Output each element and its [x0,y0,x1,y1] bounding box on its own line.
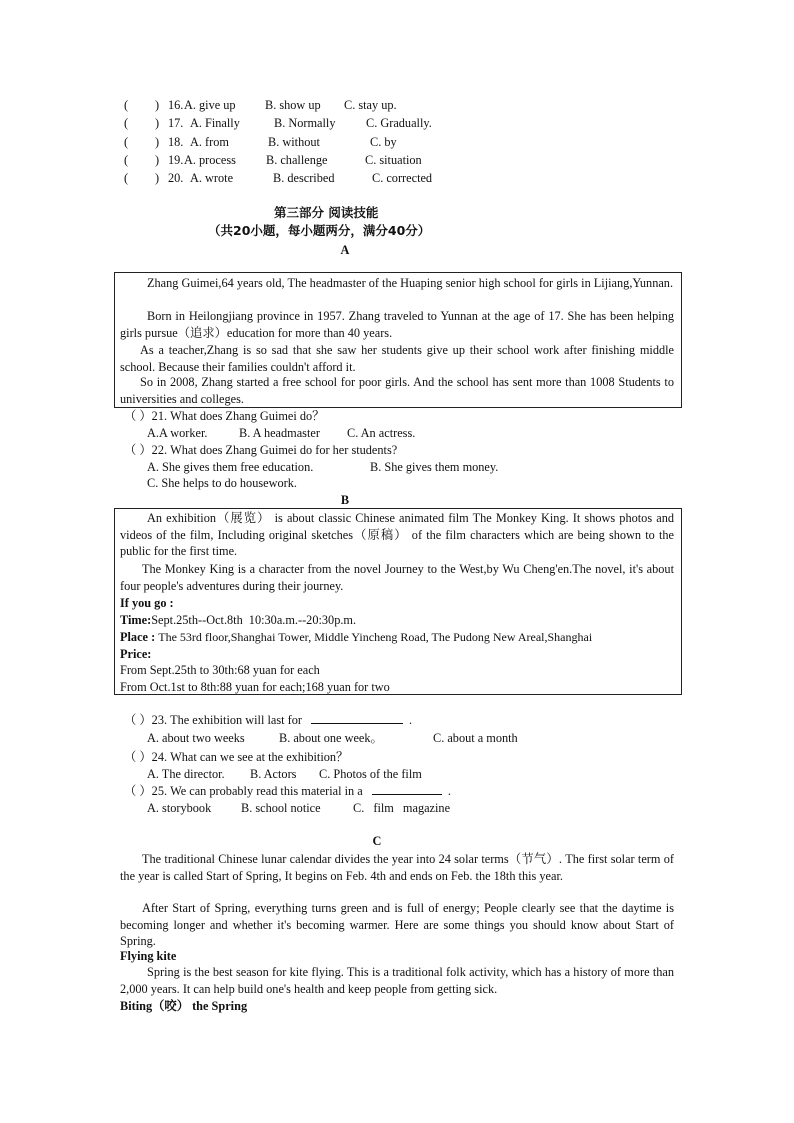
question-22-option-c: C. She helps to do housework. [147,476,297,490]
cloze-line: ( ) 16. A. give up B. show up C. stay up. [124,98,397,112]
passage-a-label: A [340,243,350,257]
if-you-go-heading: If you go : [120,596,174,610]
question-23-option-c: C. about a month [433,731,518,745]
price-label: Price: [120,647,152,661]
question-21-stem: （ ）21. What does Zhang Guimei do？ [124,409,325,423]
question-25-stem: （ ）25. We can probably read this material in a . [124,784,451,798]
option-c: C. corrected [372,171,433,185]
option-c: C. Gradually. [366,116,432,130]
option-b: B. described [273,171,335,185]
option-b: B. challenge [266,153,328,167]
question-number: 19. [168,153,184,167]
flying-kite-heading: Flying kite [120,949,177,963]
option-a: A. give up [184,98,236,112]
option-b: B. Normally [274,116,336,130]
question-24-stem: （ ）24. What can we see at the exhibition？ [124,750,349,764]
cloze-line: ( ) 19. A. process B. challenge C. situation [124,153,422,167]
passage-a-paragraph: Zhang Guimei,64 years old, The headmaster of the Huaping senior high school for girls in Lijiang,Yunnan. [147,276,674,290]
time-value: Sept.25th--Oct.8th 10:30a.m.--20:30p.m. [151,613,357,627]
question-22-option-b: B. She gives them money. [370,460,499,474]
answer-bracket: ( [124,135,129,149]
option-a: A. process [184,153,236,167]
question-25-option-a: A. storybook [147,801,212,815]
passage-a-paragraph: So in 2008, Zhang started a free school for poor girls. And the school has sent more than 1008 Students to universities and colleges. [120,375,674,406]
answer-blank [311,712,403,724]
question-22-stem: （ ）22. What does Zhang Guimei do for her students? [124,443,398,457]
question-24-option-c: C. Photos of the film [319,767,422,781]
option-a: A. wrote [190,171,234,185]
time-row [120,612,356,629]
passage-b-paragraph: The Monkey King is a character from the novel Journey to the West,by Wu Cheng'en.The novel, it's about four people's adventures during their journey. [120,562,674,593]
question-number: 18. [168,135,184,149]
cloze-line: ( ) 20. A. wrote B. described C. corrected [124,171,433,185]
biting-spring-heading: Biting（咬） the Spring [120,999,248,1013]
question-number: 16. [168,98,184,112]
option-a: A. from [190,135,229,149]
passage-b-paragraph: An exhibition（展览） is about classic Chinese animated film The Monkey King. It shows photos and videos of the film, Including original sketches（原稿） of the film characters which are being shown to the public for the first time. [120,511,674,559]
question-number: 17. [168,116,184,130]
passage-a-paragraph: Born in Heilongjiang province in 1957. Zhang traveled to Yunnan at the age of 17. She has been helping girls pursue（追求）education for more than 40 years. [120,309,674,340]
answer-bracket: ( [124,171,129,185]
question-21-option-a: A.A worker. [147,426,208,440]
place-value: The 53rd floor,Shanghai Tower, Middle Yincheng Road, The Pudong New Areal,Shanghai [158,630,593,644]
question-25-option-c: C. film magazine [353,801,451,815]
question-24-option-b: B. Actors [250,767,297,781]
question-25-option-b: B. school notice [241,801,321,815]
passage-c-paragraph: The traditional Chinese lunar calendar divides the year into 24 solar terms（节气）. The first solar term of the year is called Start of Spring, It begins on Feb. 4th and ends on Feb. the 18th this year. [120,852,674,883]
answer-blank [372,783,442,795]
passage-c-label: C [372,834,382,848]
option-c: C. by [370,135,397,149]
time-label: Time: [120,613,152,627]
passage-c-paragraph: After Start of Spring, everything turns green and is full of energy; People clearly see that the daytime is becoming longer and whether it's becoming warmer. Here are some things you should know about Start of Spring. [120,901,674,949]
question-24-option-a: A. The director. [147,767,225,781]
option-c: C. stay up. [344,98,397,112]
passage-a-paragraph: As a teacher,Zhang is so sad that she saw her students give up their school work after finishing middle school. Because their families couldn't afford it. [120,343,674,374]
cloze-line: ( ) 17. A. Finally B. Normally C. Gradually. [124,116,432,130]
option-b: B. without [268,135,320,149]
question-23-option-a: A. about two weeks [147,731,245,745]
question-21-option-c: C. An actress. [347,426,416,440]
answer-bracket: ( [124,98,129,112]
option-b: B. show up [265,98,321,112]
passage-c-paragraph: Spring is the best season for kite flying. This is a traditional folk activity, which has a history of more than 2,000 years. It can help build one's health and keep people from getting sick. [120,965,674,996]
option-c: C. situation [365,153,422,167]
place-row [120,629,592,646]
question-23-stem: （ ）23. The exhibition will last for . [124,713,413,727]
place-label: Place : [120,630,156,644]
question-23-option-b: B. about one week。 [279,731,383,745]
section-title: 第三部分 阅读技能 [274,205,379,220]
option-a: A. Finally [190,116,240,130]
section-subtitle: （共20小题，每小题两分，满分40分） [208,223,431,238]
question-22-option-a: A. She gives them free education. [147,460,314,474]
price-line: From Sept.25th to 30th:68 yuan for each [120,663,320,677]
answer-bracket: ( [124,153,129,167]
question-21-option-b: B. A headmaster [239,426,320,440]
price-line: From Oct.1st to 8th:88 yuan for each;168 yuan for two [120,680,390,694]
answer-bracket: ( [124,116,129,130]
passage-b-label: B [340,493,350,507]
cloze-line: ( ) 18. A. from B. without C. by [124,135,397,149]
question-number: 20. [168,171,184,185]
